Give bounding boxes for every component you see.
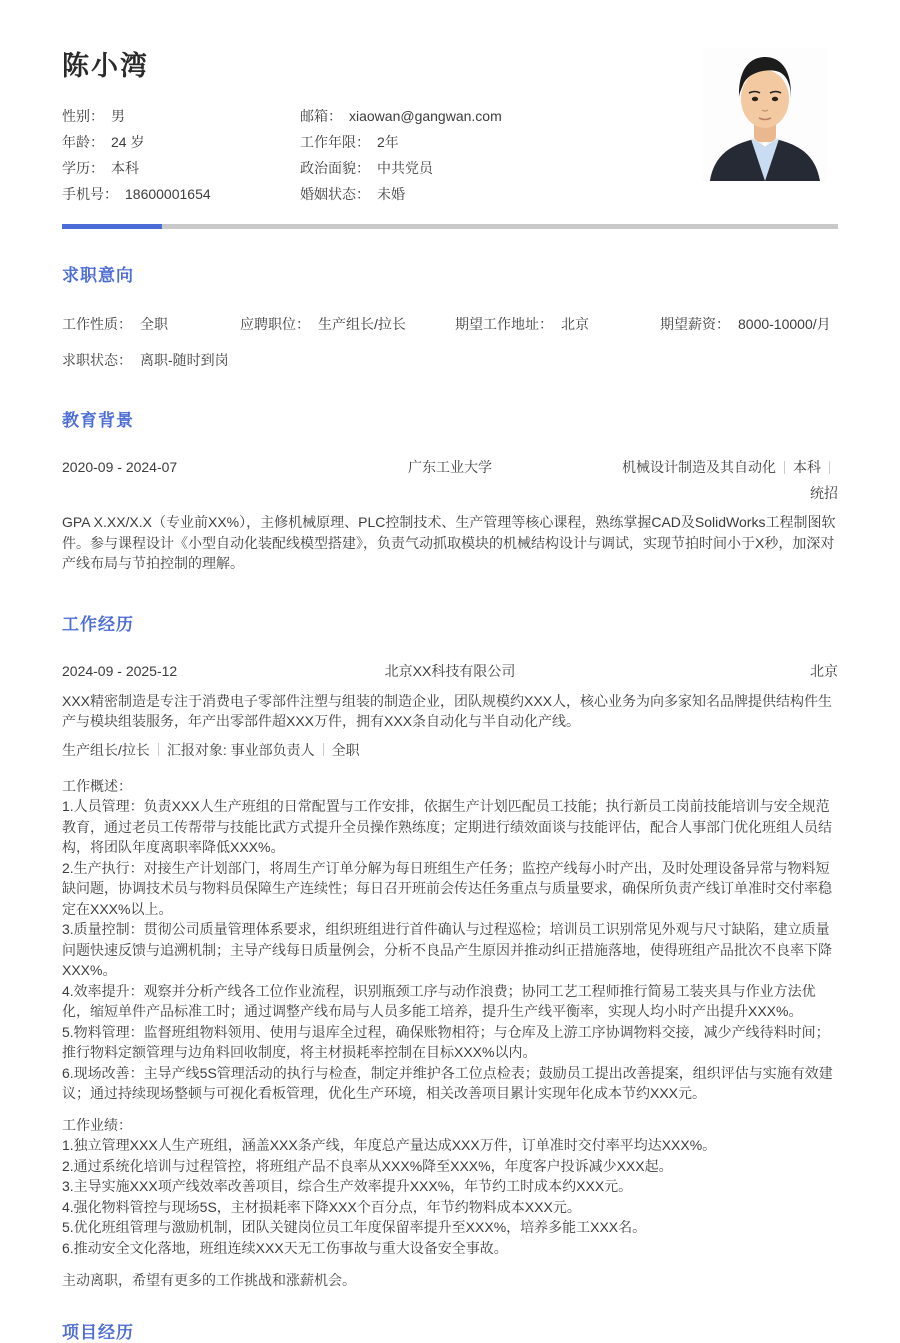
intent-status-label: 求职状态： — [62, 352, 132, 368]
separator — [323, 743, 324, 756]
work-period: 2024-09 - 2025-12 — [62, 662, 178, 679]
education-enrollment: 统招 — [810, 485, 838, 501]
info-age-value: 24 岁 — [111, 134, 145, 150]
info-age — [62, 129, 300, 155]
intent-location — [455, 314, 660, 334]
header-divider-accent — [62, 224, 162, 229]
work-achievement-item: 3.主导实施XXX项产线效率改善项目，综合生产效率提升XXX%，年节约工时成本约XXX元。 — [62, 1178, 633, 1194]
work-meta-row — [62, 658, 838, 684]
intent-position-label: 应聘职位： — [240, 316, 310, 332]
info-email-value: xiaowan@gangwan.com — [349, 108, 502, 124]
info-marital-status — [300, 181, 838, 207]
work-achievement-item: 5.优化班组管理与激励机制，团队关键岗位员工年度保留率提升至XXX%，培养多能工XXX名。 — [62, 1219, 647, 1235]
work-overview-item: 1.人员管理：负责XXX人生产班组的日常配置与工作安排，依据生产计划匹配员工技能；执行新员工岗前技能培训与安全规范教育，通过老员工传帮带与技能比武方式提升全员操作熟练度；定期进行绩效面谈与技能评估，配合人事部门优化班组人员结构，将团队年度离职率降低XXX%。 — [62, 798, 832, 855]
education-major: 机械设计制造及其自动化 — [622, 459, 776, 475]
info-experience-years-value: 2年 — [377, 134, 399, 150]
info-gender — [62, 103, 300, 129]
education-degree-block — [492, 454, 838, 506]
work-achievement-item: 2.通过系统化培训与过程管控，将班组产品不良率从XXX%降至XXX%，年度客户投诉减少XXX起。 — [62, 1157, 673, 1174]
intent-position — [240, 314, 455, 334]
job-intent-row2 — [62, 350, 838, 370]
info-phone-value: 18600001654 — [125, 186, 211, 202]
profile-photo — [702, 48, 828, 181]
work-overview-title: 工作概述： — [62, 777, 132, 794]
intent-status — [62, 350, 838, 370]
info-political-status-label: 政治面貌： — [300, 160, 370, 176]
candidate-name: 陈小湾 — [62, 51, 149, 81]
info-experience-years-label: 工作年限： — [300, 134, 370, 150]
section-job-intent — [62, 261, 838, 370]
info-degree-value: 本科 — [111, 160, 139, 176]
info-phone — [62, 181, 300, 207]
header-divider — [62, 224, 838, 229]
intent-work-type — [62, 314, 240, 334]
work-leave-reason: 主动离职，希望有更多的工作挑战和涨薪机会。 — [62, 1272, 356, 1288]
work-overview-item: 6.现场改善：主导产线5S管理活动的执行与检查，制定并维护各工位点检表；鼓励员工提出改善提案，组织评估与实施有效建议；通过持续现场整顿与可视化看板管理，优化生产环境，相关改善项目累计实现年化成本节约XXX元。 — [62, 1064, 833, 1101]
job-intent-row1 — [62, 314, 838, 334]
info-gender-label: 性别： — [62, 108, 104, 124]
section-project — [62, 1318, 838, 1343]
intent-work-type-value: 全职 — [140, 316, 168, 332]
separator — [784, 461, 785, 474]
education-title: 教育背景 — [62, 411, 134, 430]
project-title: 项目经历 — [62, 1322, 134, 1342]
intent-work-type-label: 工作性质： — [62, 316, 132, 332]
education-meta-row — [62, 454, 838, 506]
work-achievement-item: 4.强化物料管控与现场5S，主材损耗率下降XXX个百分点，年节约物料成本XXX元。 — [62, 1198, 581, 1215]
separator — [158, 743, 159, 756]
company-intro: XXX精密制造是专注于消费电子零部件注塑与组装的制造企业，团队规模约XXX人，核心业务为向多家知名品牌提供结构件生产与模块组装服务，年产出零部件超XXX万件，拥有XXX条自动化与半自动化产线。 — [62, 692, 833, 729]
info-marital-status-value: 未婚 — [377, 186, 405, 202]
education-description: GPA X.XX/X.X（专业前XX%），主修机械原理、PLC控制技术、生产管理等核心课程，熟练掌握CAD及SolidWorks工程制图软件。参与课程设计《小型自动化装配线模型搭建》，负责气动抓取模块的机械结构设计与调试，实现节拍时间小于X秒，加深对产线布局与节拍控制的理解。 — [62, 514, 836, 571]
info-marital-status-label: 婚姻状态： — [300, 186, 370, 202]
work-company: 北京XX科技有限公司 — [384, 662, 516, 679]
education-degree: 本科 — [793, 459, 821, 475]
intent-location-value: 北京 — [561, 316, 589, 332]
info-degree-label: 学历： — [62, 160, 104, 176]
info-age-label: 年龄： — [62, 134, 104, 150]
intent-position-value: 生产组长/拉长 — [318, 316, 406, 332]
info-political-status-value: 中共党员 — [377, 160, 433, 176]
intent-salary-value: 8000-10000/月 — [738, 316, 831, 332]
info-email-label: 邮箱： — [300, 108, 342, 124]
separator — [829, 461, 830, 474]
work-overview-item: 2.生产执行：对接生产计划部门，将周生产订单分解为每日班组生产任务；监控产线每小时产出，及时处理设备异常与物料短缺问题，协调技术员与物料员保障生产连续性；每日召开班前会传达任务重点与质量要求，确保所负责产线订单准时交付率稳定在XXX%以上。 — [62, 859, 832, 917]
intent-location-label: 期望工作地址： — [455, 316, 553, 332]
info-degree — [62, 155, 300, 181]
work-title: 工作经历 — [62, 614, 134, 634]
work-job-type: 全职 — [331, 741, 360, 758]
work-overview-item: 3.质量控制：贯彻公司质量管理体系要求，组织班组进行首件确认与过程巡检；培训员工识别常见外观与尺寸缺陷，建立质量问题快速反馈与追溯机制；主导产线每日质量例会，分析不良品产生原因并推动纠正措施落地，使得班组产品批次不良率下降XXX%。 — [62, 921, 832, 978]
profile-photo-illustration — [702, 48, 828, 181]
education-period: 2020-09 - 2024-07 — [62, 459, 178, 475]
job-intent-title: 求职意向 — [62, 266, 134, 285]
education-school: 广东工业大学 — [408, 459, 492, 475]
work-report-to: 汇报对象: 事业部负责人 — [166, 741, 315, 758]
intent-status-value: 离职-随时到岗 — [140, 352, 229, 368]
work-achievement-title: 工作业绩： — [62, 1116, 132, 1133]
info-gender-value: 男 — [111, 108, 125, 124]
intent-salary — [660, 314, 838, 334]
info-phone-label: 手机号： — [62, 186, 118, 202]
work-position: 生产组长/拉长 — [62, 741, 150, 758]
work-overview-item: 4.效率提升：观察并分析产线各工位作业流程，识别瓶颈工序与动作浪费；协同工艺工程师推行简易工装夹具与作业方法优化，缩短单件产品标准工时；通过调整产线布局与人员多能工培养，提升生产线平衡率，实现人均小时产出提升XXX%。 — [62, 982, 816, 1019]
work-location: 北京 — [810, 662, 838, 679]
work-overview-item: 5.物料管理：监督班组物料领用、使用与退库全过程，确保账物相符；与仓库及上游工序协调物料交接，减少产线待料时间；推行物料定额管理与边角料回收制度，将主材损耗率控制在目标XXX%以内。 — [62, 1023, 830, 1060]
work-description — [62, 776, 838, 1291]
work-achievement-item: 6.推动安全文化落地，班组连续XXX天无工伤事故与重大设备安全事故。 — [62, 1239, 508, 1256]
intent-salary-label: 期望薪资： — [660, 316, 730, 332]
work-position-line — [62, 740, 838, 760]
section-education — [62, 406, 838, 574]
section-work-experience — [62, 610, 838, 1291]
work-achievement-item: 1.独立管理XXX人生产班组，涵盖XXX条产线，年度总产量达成XXX万件，订单准时交付率平均达XXX%。 — [62, 1137, 717, 1153]
